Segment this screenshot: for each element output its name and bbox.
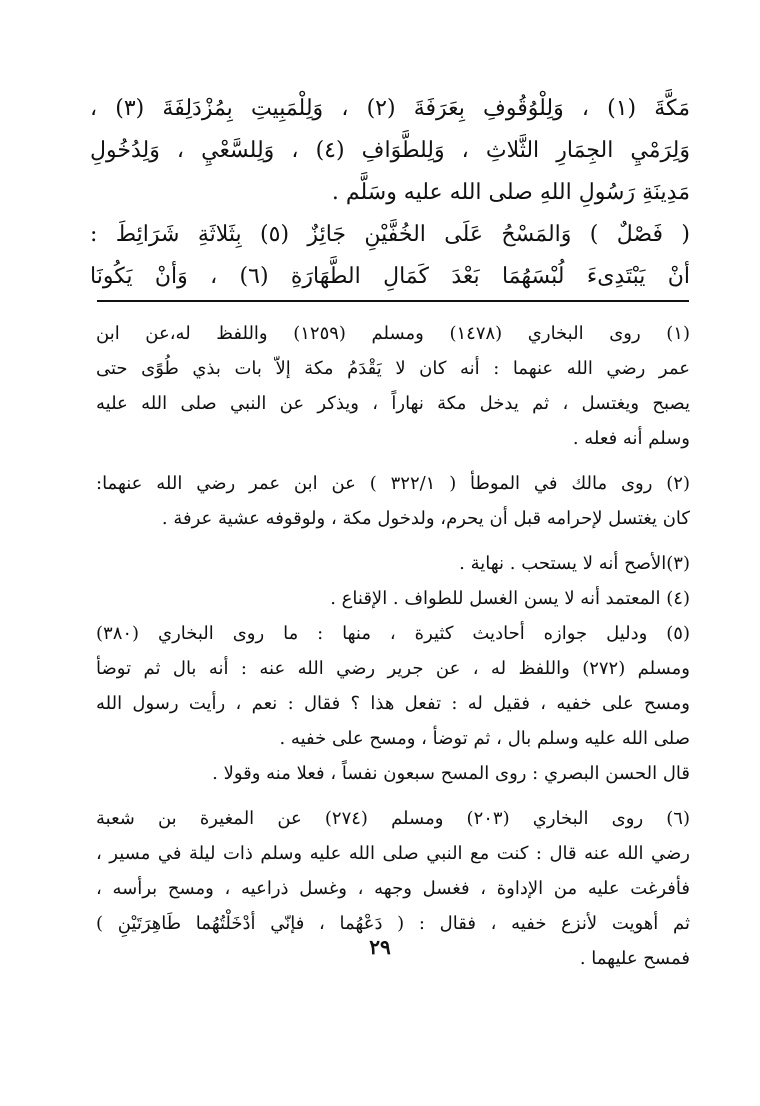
main-text-line: ( فَصْلٌ ) وَالمَسْحُ عَلَى الخُفَّيْنِ جَائِزٌ (٥) بِثَلاثَةِ شَرَائِطَ :	[90, 222, 690, 247]
footnote-line: فأفرغت عليه من الإداوة ، فغسل وجهه ، وغسل ذراعيه ، ومسح برأسه ،	[96, 878, 690, 899]
footnotes	[96, 316, 690, 986]
footnote-line: (١) روى البخاري (١٤٧٨) ومسلم (١٢٥٩) واللفظ له،عن ابن	[96, 323, 690, 344]
footnote-divider	[97, 300, 689, 302]
footnote-line: قال الحسن البصري : روى المسح سبعون نفساً ، فعلا منه وقولا .	[212, 763, 690, 784]
main-text-line: مَدِينَةِ رَسُولِ اللهِ صلى الله عليه وسَلَّم .	[331, 180, 690, 205]
footnote-line: صلى الله عليه وسلم بال ، ثم توضأ ، ومسح على خفيه .	[279, 728, 690, 749]
footnote-line: ومسلم (٢٧٢) واللفظ له ، عن جرير رضي الله عنه : أنه بال ثم توضأ	[96, 658, 690, 679]
footnote-line: عمر رضي الله عنهما : أنه كان لا يَقْدَمُ مكة إلاّ بات بذي طُوًى حتى	[96, 358, 690, 379]
footnote-2	[96, 466, 690, 536]
main-text-line: مَكَّةَ (١) ، وَلِلْوُقُوفِ بِعَرَفَةَ (٢) ، وَلِلْمَبِيتِ بِمُزْدَلِفَةَ (٣) ،	[90, 96, 690, 121]
main-text	[90, 88, 690, 298]
footnote-line: ثم أهويت لأنزع خفيه ، فقال : ( دَعْهُما ، فإنّي أدْخَلْتُهُما طَاهِرَتَيْنِ )	[96, 913, 690, 934]
footnote-line: ومسح على خفيه ، فقيل له : تفعل هذا ؟ فقال : نعم ، رأيت رسول الله	[96, 693, 690, 714]
footnote-line: يصبح ويغتسل ، ثم يدخل مكة نهاراً ، ويذكر عن النبي صلى الله عليه	[96, 393, 690, 414]
footnote-3	[96, 546, 690, 581]
main-text-line: أنْ يَبْتَدِىءَ لُبْسَهُمَا بَعْدَ كَمَالِ الطَّهَارَةِ (٦) ، وَأنْ يَكُونَا	[90, 264, 690, 289]
footnote-line: فمسح عليهما .	[579, 948, 690, 969]
footnote-line: وسلم أنه فعله .	[572, 428, 690, 449]
footnote-line: رضي الله عنه قال : كنت مع النبي صلى الله عليه وسلم ذات ليلة في مسير ،	[96, 843, 690, 864]
footnote-line: (٢) روى مالك في الموطأ ( ٣٢٢/١ ) عن ابن عمر رضي الله عنهما:	[96, 473, 690, 494]
footnote-line: (٦) روى البخاري (٢٠٣) ومسلم (٢٧٤) عن المغيرة بن شعبة	[96, 808, 690, 829]
footnote-1	[96, 316, 690, 456]
footnote-line: كان يغتسل لإحرامه قبل أن يحرم، ولدخول مكة ، ولوقوفه عشية عرفة .	[161, 508, 690, 529]
page-number: ٢٩	[369, 935, 391, 959]
footnote-5	[96, 616, 690, 791]
footnote-line: (٤) المعتمد أنه لا يسن الغسل للطواف . الإقناع .	[330, 588, 690, 609]
main-text-line: وَلِرَمْيِ الجِمَارِ الثَّلاثِ ، وَلِلطَّوَافِ (٤) ، وَلِلسَّعْيِ ، وَلِدُخُولِ	[90, 138, 690, 163]
footnote-line: (٣)الأصح أنه لا يستحب . نهاية .	[459, 553, 690, 574]
footnote-line: (٥) ودليل جوازه أحاديث كثيرة ، منها : ما روى البخاري (٣٨٠)	[96, 623, 690, 644]
footnote-4	[96, 581, 690, 616]
